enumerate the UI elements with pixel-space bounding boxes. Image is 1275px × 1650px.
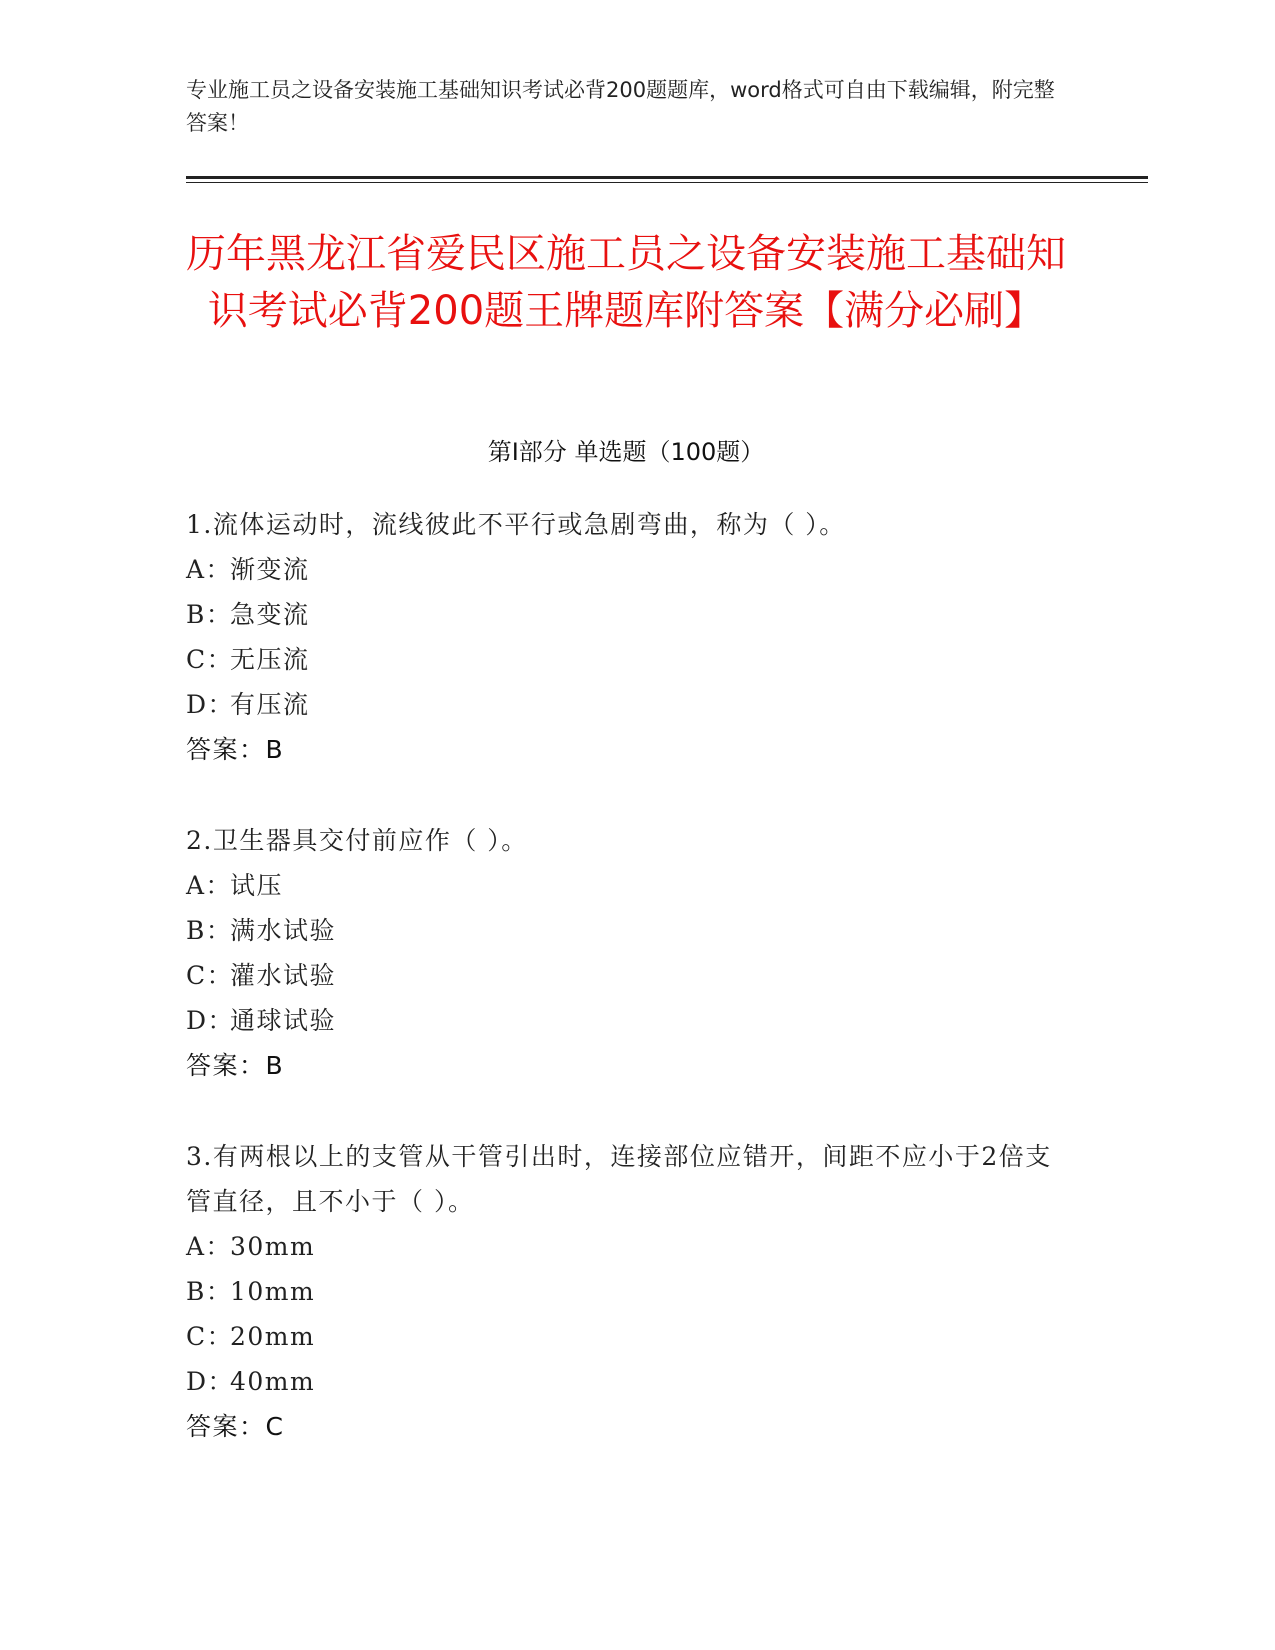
option-text: 试压 [230,871,284,900]
option-key: A： [186,1232,233,1261]
question-2 [186,818,1066,1088]
question-stem: 1.流体运动时，流线彼此不平行或急剧弯曲，称为（ ）。 [186,510,846,539]
option-key: C： [186,1322,234,1351]
option-d [186,998,1066,1043]
option-key: D： [186,1006,235,1035]
option-key: D： [186,690,235,719]
answer-value: B [265,1051,285,1080]
answer-prefix: 答案： [186,1412,266,1441]
option-text: 30mm [230,1232,316,1261]
option-key: A： [186,871,233,900]
header-note: 专业施工员之设备安装施工基础知识考试必背200题题库，word格式可自由下载编辑，附完整答案！ [186,78,1055,135]
option-key: C： [186,645,234,674]
option-text: 有压流 [230,690,310,719]
option-d [186,1359,1066,1404]
answer-value: C [265,1412,285,1441]
option-a [186,863,1066,908]
option-d [186,682,1066,727]
option-c [186,637,1066,682]
option-b [186,592,1066,637]
option-key: B： [186,916,233,945]
question-stem: 2.卫生器具交付前应作（ ）。 [186,826,528,855]
option-text: 渐变流 [230,555,310,584]
option-text: 无压流 [230,645,310,674]
option-a [186,1224,1066,1269]
answer-line [186,1404,1066,1449]
option-b [186,908,1066,953]
option-key: D： [186,1367,235,1396]
option-text: 20mm [230,1322,316,1351]
answer-line [186,1043,1066,1088]
option-a [186,547,1066,592]
answer-value: B [265,735,285,764]
option-key: B： [186,600,233,629]
answer-line [186,727,1066,772]
question-stem: 3.有两根以上的支管从干管引出时，连接部位应错开，间距不应小于2倍支管直径，且不小于（ ）。 [186,1142,1052,1216]
option-b [186,1269,1066,1314]
option-key: C： [186,961,234,990]
header-rule-thick [186,176,1148,179]
answer-prefix: 答案： [186,1051,266,1080]
document-title: 历年黑龙江省爱民区施工员之设备安装施工基础知识考试必背200题王牌题库附答案【满分必刷】 [186,231,1066,334]
section-heading: 第Ⅰ部分 单选题（100题） [487,438,765,466]
option-text: 10mm [230,1277,316,1306]
option-text: 40mm [230,1367,316,1396]
option-text: 通球试验 [230,1006,337,1035]
question-3 [186,1134,1066,1449]
option-text: 满水试验 [230,916,337,945]
option-text: 灌水试验 [230,961,337,990]
option-text: 急变流 [230,600,310,629]
option-key: B： [186,1277,233,1306]
header-rule-thin [186,182,1148,183]
option-key: A： [186,555,233,584]
question-1 [186,502,1066,772]
option-c [186,1314,1066,1359]
option-c [186,953,1066,998]
answer-prefix: 答案： [186,735,266,764]
